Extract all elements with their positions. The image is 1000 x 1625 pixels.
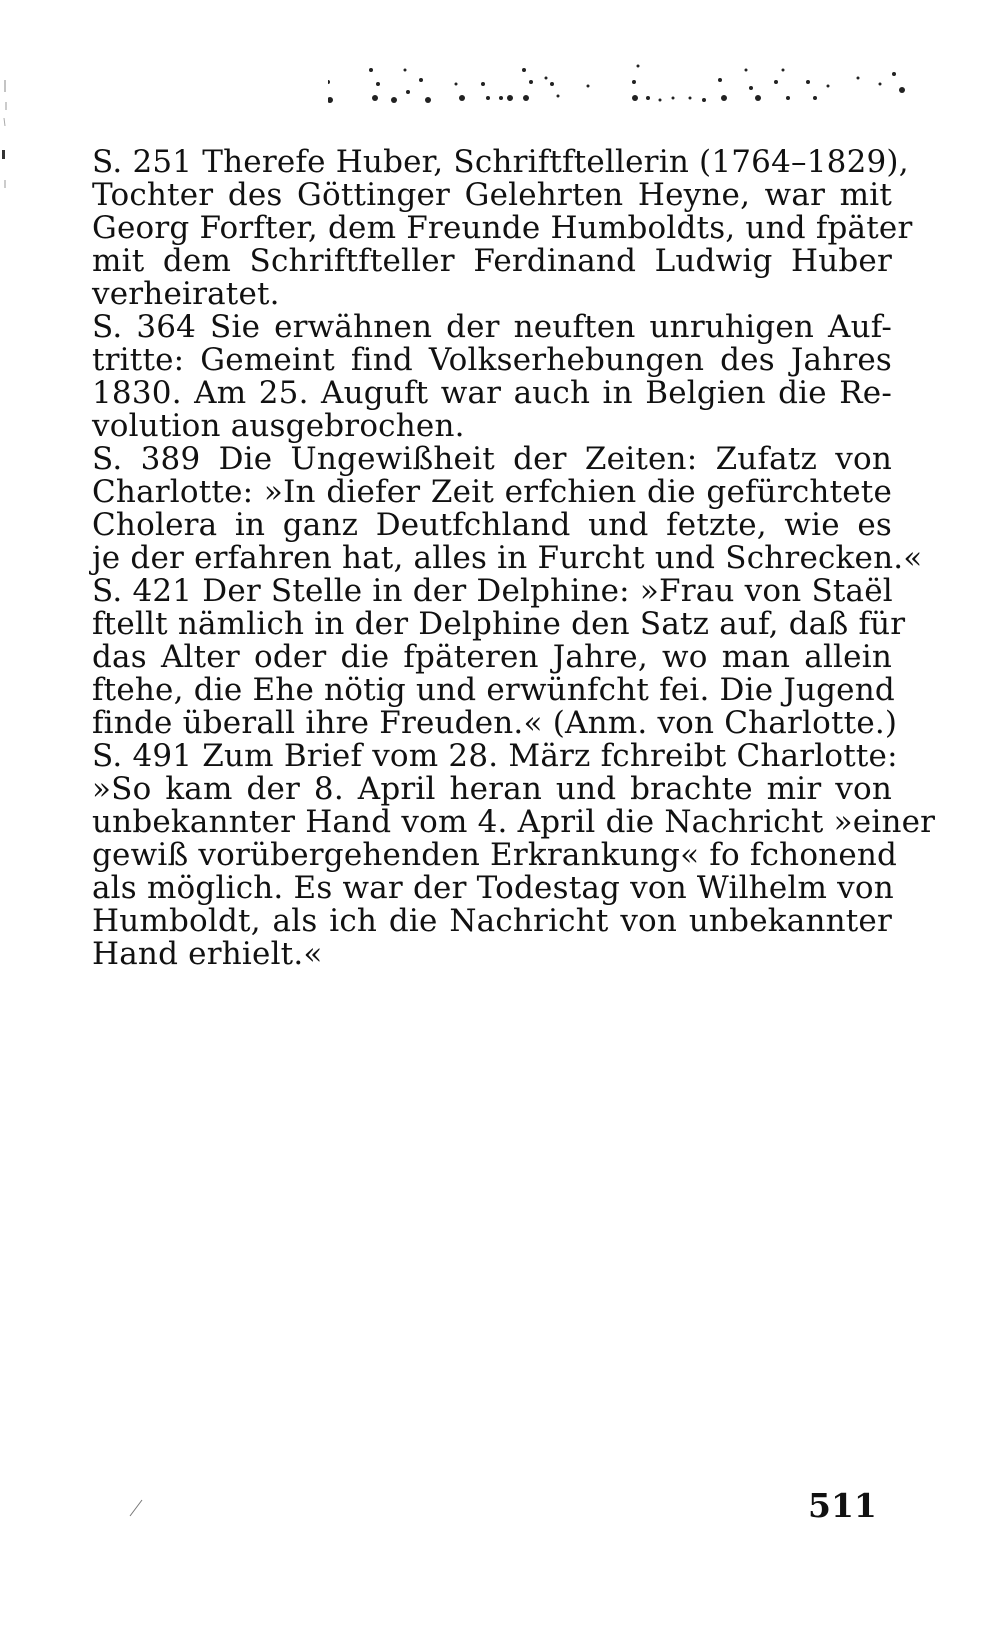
text-line: Tochter des Göttinger Gelehrten Heyne, war mit xyxy=(92,177,892,213)
annotations-text xyxy=(92,144,936,972)
text-line: »So kam der 8. April heran und brachte mir von xyxy=(92,771,892,807)
text-line: volution ausgebrochen. xyxy=(92,408,465,444)
edge-marks xyxy=(0,80,14,200)
text-line: mit dem Schriftfteller Ferdinand Ludwig Huber xyxy=(92,243,892,279)
text-line: Charlotte: »In diefer Zeit erfchien die gefürchtete xyxy=(92,474,892,510)
text-line: unbekannter Hand vom 4. April die Nachricht »einer xyxy=(92,804,936,840)
text-line: gewiß vorübergehenden Erkrankung« fo fchonend xyxy=(92,837,898,873)
bleed-through-dots xyxy=(328,60,928,110)
text-line: Cholera in ganz Deutfchland und fetzte, wie es xyxy=(92,507,892,543)
text-line: Georg Forfter, dem Freunde Humboldts, und fpäter xyxy=(92,210,913,246)
text-line: S. 491 Zum Brief vom 28. März fchreibt Charlotte: xyxy=(92,738,898,774)
text-line: je der erfahren hat, alles in Furcht und Schrecken.« xyxy=(92,540,923,576)
text-line: 1830. Am 25. Auguft war auch in Belgien die Re- xyxy=(92,375,892,411)
edge-marks-graphic xyxy=(0,80,14,200)
text-line: verheiratet. xyxy=(92,276,280,312)
pencil-mark xyxy=(128,1498,144,1518)
text-line: Humboldt, als ich die Nachricht von unbekannter xyxy=(92,903,892,939)
text-line: ftellt nämlich in der Delphine den Satz auf, daß für xyxy=(92,606,906,642)
pencil-mark-graphic xyxy=(128,1498,144,1518)
text-line: als möglich. Es war der Todestag von Wilhelm von xyxy=(92,870,894,906)
bleed-through-graphic xyxy=(328,60,928,110)
text-line: ftehe, die Ehe nötig und erwünfcht fei. Die Jugend xyxy=(92,672,895,708)
text-line: Hand erhielt.« xyxy=(92,936,323,972)
text-line: S. 389 Die Ungewißheit der Zeiten: Zufatz von xyxy=(92,441,892,477)
text-line: finde überall ihre Freuden.« (Anm. von Charlotte.) xyxy=(92,705,898,741)
page-number: 511 xyxy=(808,1486,877,1525)
text-line: S. 421 Der Stelle in der Delphine: »Frau von Staël xyxy=(92,573,893,609)
text-line: tritte: Gemeint find Volkserhebungen des Jahres xyxy=(92,342,892,378)
text-line: S. 364 Sie erwähnen der neuften unruhigen Auf- xyxy=(92,309,892,345)
text-line: S. 251 Therefe Huber, Schriftftellerin (1764–1829), xyxy=(92,144,909,180)
text-line: das Alter oder die fpäteren Jahre, wo man allein xyxy=(92,639,892,675)
